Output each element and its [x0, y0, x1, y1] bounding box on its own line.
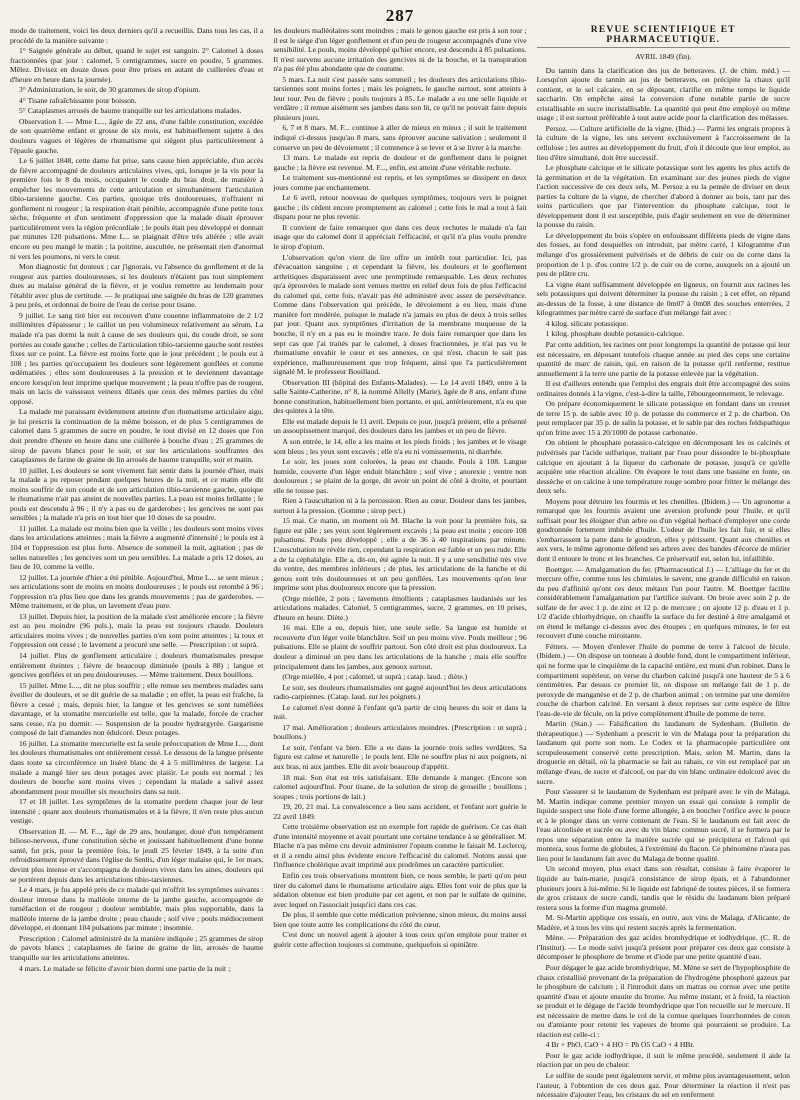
paragraph: 5° Cataplasmes arrosés de baume tranquille sur les articulations malades.	[19, 106, 242, 116]
paragraph: 9 juillet. Le sang tiré hier est recouvert d'une couenne inflammatoire de 2 1/2 millimètres d'épaisseur ; le caillot un peu volumineux relativement au sérum. La malade n'a pas dormi la nuit à cause de ses douleurs qui, du coude droit, se sont portées au coude gauche ; celles de l'articulation tibio-tarsienne gauche sont restées fixes sur ce point. La fièvre est moins forte que le jour précédent ; le pouls est à 108 ; les parties qu'occupaient les douleurs sont légèrement gonflées et comme œdématiées ; elles sont douloureuses à la pression et le deviennent davantage encore lorsqu'on leur imprime quelque mouvement ; la peau n'offre pas de rougeur, mais un lacis de vaisseaux veineux dilatés que ceux des mêmes parties du côté opposé.	[10, 310, 264, 406]
paragraph: 14 juillet. Plus de gonflement articulaire ; douleurs rhumatismales presque entièrement éteintes ; fièvre de beaucoup diminuée (pouls à 88) ; langue et gencives gonflées et un peu douloureuses. — Même traitement. Deux bouillons.	[10, 651, 264, 680]
paragraph: 11 juillet. La malade est moins bien que la veille ; les douleurs sont moins vives dans les articulations atteintes ; mais la fièvre a augmenté d'intensité ; le pouls est à 104 et l'oppression est plus forte. Absence de sommeil la nuit, agitation ; pas de selles naturelles ; les gencives sont un peu sensibles. La malade a pris 12 doses, au lieu de 10, comme la veille.	[10, 523, 264, 572]
paragraph: La vigne étant suffisamment développée en ligneux, on fournit aux racines les sels potassiques qui doivent déterminer la pousse du raisin ; à cet effet, on répand au-dessus de la fosse, à une distance de 0m07 à 0m08 des souches enterrées, 2 kilogrammes par mètre carré de surface d'un mélange fait avec :	[536, 279, 790, 318]
paragraph: Pour le gaz acide iodhydrique, il suit le même procédé, seulement il aide la réaction par un peu de chaleur.	[536, 1050, 790, 1070]
paragraph: Martin (Stan.) — Falsification du laudanum de Sydenham. (Bulletin de thérapeutique.) — Sydenham a prescrit le vin de Malaga pour la préparation du laudanum qui porte son nom. Le Codex et la pharmacopée particulière ont scrupuleusement conservé cette prescription. Mais, selon M. Martin, dans la droguerie en détail, où la pharmacie se fait au rabais, ce vin est remplacé par un mélange d'eau, de sucre et d'alcool, ou par du vin blanc ordinaire édulcoré avec du sucre.	[536, 719, 790, 786]
paragraph: Le développement du bois s'opère en enfouissant différens pieds de vigne dans des fosses, au fond desquelles on introduit, par mètre carré, 1 kilogramme d'un mélange d'os grossièrement pulvérisés et de débris de cuir ou de corne dans la proportion de 1 p. d'os contre 1/2 p. de cuir ou de corne, auxquels on a ajouté un peu de plâtre cru.	[536, 230, 790, 279]
paragraph: Un second moyen, plus exact dans son résultat, consiste à faire évaporer le liquide au bain-marie, jusqu'à consistance de sirop épais, et à l'abandonner plusieurs jours à lui-même. Si le liquide est fabriqué de toutes pièces, il se formera de gros cristaux de sucre candi, tandis que le résidu du laudanum bien préparé restera sous la forme d'un magma grumelé.	[536, 864, 790, 912]
paragraph: (Orge miellée, 4 pot ; calomel, ut suprà ; catap. laud. ; diète.)	[282, 672, 468, 682]
paragraph: Observation I. — Mme L..., âgée de 22 ans, d'une faible constitution, excédée de son quatrième enfant et grosse de six mois, est habituellement sujette à des douleurs vagues et légères de rhumatisme qui siégent plus particulièrement à l'épaule gauche.	[10, 116, 264, 155]
paragraph: 12 juillet. La journée d'hier a été pénible. Aujourd'hui, Mme L... se sent mieux ; ses articulations sont de moins en moins douloureuses ; le pouls est retombé à 96 ; l'oppression n'a plus lieu que dans les grands mouvements ; pas de garderobes. — Même traitement, et de plus, un lavement d'eau pure.	[10, 572, 264, 611]
section-rule	[537, 47, 790, 48]
paragraph: Le phosphate calcique et le silicate potassique sont les agents les plus actifs de la germination et de la végétation. En examinant sur des jeunes pieds de vigne l'action successive de ces deux sels, M. Persoz a eu la pensée de diviser en deux parties la culture de la vigne, de chercher d'abord à donner au bois, tant par des soins particuliers que par l'intervention du phosphate calcique, tout le développement dont il est susceptible, puis d'agir seulement en vue de déterminer la pousse du raisin.	[536, 163, 790, 230]
column-right	[536, 25, 790, 1100]
paragraph: 10 juillet. Les douleurs se sont vivement fait sentir dans la journée d'hier, mais la malade a pu reposer pendant quelques heures de la nuit, et ce matin elle dit moins souffrir de son coude et de son articulation tibio-tarsienne gauche, quoique le rhumatisme n'ait pas atteint de nouvelles parties. La peau est moins brûlante ; le pouls est descendu à 96 ; il n'y a pas eu de garderobes ; les gencives ne sont pas sensibles ; la malade n'a pris en tout hier que 10 doses de sa poudre.	[10, 465, 264, 523]
paragraph: Le 6 avril, retour nouveau de quelques symptômes, toujours vers le poignet gauche ; ils cèdent encore promptement au calomel ; cette fois le mal a tout à fait disparu pour ne plus revenir.	[273, 193, 527, 222]
column-left	[10, 26, 263, 1088]
paragraph: 13 juillet. Depuis hier, la position de la malade s'est améliorée encore ; la fièvre est au peu moindre (96 puls.), mais la peau est toujours chaude. Douleurs articulaires moins vives ; de nouvelles parties n'en sont point atteintes ; la toux et l'oppression ont cessé ; le lavement a procuré une selle. — Prescription : ut suprà.	[10, 611, 264, 650]
section-title: REVUE SCIENTIFIQUE ET PHARMACEUTIQUE.	[590, 25, 736, 45]
paragraph: Observation III (hôpital des Enfants-Malades). — Le 14 avril 1849, entre à la salle Sainte-Catherine, n° 8, la nommé Allelly (Marie), âgée de 8 ans, enfant d'une bonne constitution, habituellement bien portante, et qui, antérieurement, n'a eu que des quintes à la tête.	[273, 377, 527, 416]
paragraph: Par cette addition, les racines ont pour longtemps la quantité de potasse qui leur est nécessaire, en déposant toutefois chaque année au pied des ceps une certaine quantité de marc de raisin, qui, en raison de la potasse qu'il renferme, restitue annuellement à la terre une partie de la potasse enlevée par la végétation.	[536, 339, 790, 378]
paragraph: Pour dégager le gaz acide bromhydrique, M. Mène se sert de l'hypophosphite de chaux cristallisé provenant de la préparation de l'hydrogène phosphoré gazeux par le phosphure de calcium ; il l'introduit dans un matras ou cornue avec une petite quantité d'eau et ajoute ensuite du brome. Au même instant, et à froid, la réaction se produit et le dégage de l'acide bromhydrique que l'on recueille sur le mercure. Il est nécessaire de mettre dans le col de la cornue quelques fourchonnées de coton ou d'amiante pour retenir les vapeurs de brome qui pourraient se produire. La réaction est celle-ci :	[536, 962, 790, 1039]
paragraph: 17 et 18 juillet. Les symptômes de la stomatite perdent chaque jour de leur intensité ; quant aux douleurs rhumatismales et à la fièvre, il n'en reste plus aucun vestige.	[10, 797, 264, 826]
paragraph: Le 4 mars, je fus appelé près de ce malade qui m'offrit les symptômes suivants : douleur intense dans la malléole interne de la jambe gauche, accompagnée de tuméfaction et de rougeur ; douleur semblable, mais plus supportable, dans la malléole interne de la jambe droite ; peau chaude ; soif vive ; pouls médiocrement développé, et donnant 104 pulsations par minute ; insomnie.	[10, 885, 264, 933]
paragraph: 16 juillet. La stomatite mercurielle est la seule préoccupation de Mme L..., dont les douleurs rhumatismales ont entièrement cessé. Le dessous de la langue présente dans toute sa circonférence un liséré blanc de 4 à 5 millimètres de largeur. La malade a mangé hier ses deux potages avec plaisir. Le pouls est normal ; les douleurs de bouche sont moins vives ; cependant la malade a salivé assez abondamment pour mouiller six mouchoirs dans sa nuit.	[10, 738, 264, 796]
paragraph: 15 mai. Ce matin, un moment où M. Blache la voit pour la première fois, sa figure est pâle ; ses yeux sont légèrement excavés ; la peau est moite ; encore 108 pulsations. Pouls peu développé ; elle a de 36 à 40 inspirations par minute. L'auscultation ne révèle rien, cependant la respiration est faible et un peu rude. Elle a de la céphalalgie. Elle a, dit-on, été agitée la nuit. Il y a une sensibilité très vive du ventre, des membres inférieurs ; de plus, les articulations de la hanche et du genou sont très douloureuses et un peu gonflées. Les mouvements qu'on leur imprime sont plus douloureux encore que la pression.	[273, 516, 527, 593]
paragraph: M. St-Martin applique ces essais, en outre, aux vins de Malaga, d'Alicante, de Madère, et à tous les vins qui restent sucrés après la fermentation.	[536, 913, 790, 932]
paragraph: Persoz. — Culture artificielle de la vigne. (Ibid.) — Parmi les engrais propres à la culture de la vigne, les uns servent exclusivement à l'accroissement de la cellulose ; les autres au développement du fruit, d'où il découle que leur emploi, au lieu d'être simultané, doit être successif.	[536, 123, 790, 162]
paragraph: Le traitement sus-mentionné est repris, et les symptômes se dissipent en deux jours comme par enchantement.	[273, 173, 527, 192]
paragraph: Mon diagnostic fut douteux ; car j'ignorais, vu l'absence du gonflement et de la rougeur aux parties douloureuses, si les douleurs n'étaient pas tout simplement dues au malaise général de la fièvre, et je voulus remettre au lendemain pour l'établir avec plus de certitude. — Je pratiquai une saignée du bras de 120 grammes à peu près, et ordonnai de boire de l'eau de cerise pour tisane.	[10, 262, 264, 310]
section-subtitle: AVRIL 1849 (fin).	[635, 52, 692, 62]
paragraph: 16 mai. Elle a eu, depuis hier, une seule selle. Sa langue est humide et recouverte d'un léger voile blanchâtre. Soif un peu moins vive. Pouls meilleur ; 96 pulsations. Elle se plaint de souffrir partout. Son côté droit est plus douloureux. La douleur a diminué un peu dans les articulations de la hanche ; mais elle souffre principalement dans les jambes, aux genoux surtout.	[273, 623, 527, 671]
paragraph: mode de traitement, voici les deux derniers qu'il a recueillis. Dans tous les cas, il a procédé de la manière suivante :	[10, 26, 264, 45]
paragraph: 18 mai. Son état est très satisfaisant. Elle demande à manger. (Encore son calomel aujourd'hui. Pour tisane, de la solution de sirop de groseille ; bouillons ; soupes ; trois portions de lait.)	[273, 772, 527, 801]
paragraph: Il convient de faire remarquer que dans ces deux rechutes le malade n'a fait usage que du calomel dont il appréciait l'efficacité, et qu'il n'a plus voulu prendre le sirop d'opium.	[273, 222, 527, 252]
paragraph: Moyens pour détruire les fourmis et les chenilles. (Ibidem.) — Un agronome a remarqué que les fourmis avaient une aversion profonde pour l'huile, et qu'il suffisait pour les éloigner d'un arbre ou d'un végétal herbacé d'employer une corde goudronnée fortement imbibée d'huile. L'odeur de l'huile les fait fuir, et si elles s'embarrassent la patte dans le goudron, elles y périssent. Quant aux chenilles et aux vers, le même agronome défend ses arbres avec des bandes d'écorce de mûrier dont il entoure le tronc et les branches. Ce préservatif est, selon lui, infaillible.	[536, 496, 790, 563]
paragraph: On obtient le phosphate potassico-calcique en décomposant les os calcinés et pulvérisés par l'acide sulfurique, traitant par l'eau pour dissoudre le bi-phosphate calcique en ajoutant à la liqueur du carbonate de potasse, jusqu'à ce qu'elle acquière une réaction alcaline. On évapore le tout dans une bassine en fonte, on dessèche et on calcine à une température rouge sombre pour fritter le mélange des deux sels.	[536, 438, 790, 496]
paragraph: les douleurs malléolaires sont moindres ; mais le genou gauche est pris à son tour ; il est le siége d'un léger gonflement et d'un peu de rougeur accompagnés d'une vive sensibilité. Le pouls, moins développé qu'hier encore, est descendu à 85 pulsations. Il n'est survenu aucune irritation des gencives ni de la bouche, et la transpiration n'a pas été plus abondante que de coutume.	[273, 26, 527, 74]
paragraph: Il est d'ailleurs entendu que l'emploi des engrais doit être accompagné des soins ordinaires donnés à la vigne, c'est-à-dire la taille, l'ébourgeonnement, le relevage.	[536, 379, 790, 398]
column-middle	[273, 26, 526, 1088]
paragraph: L'observation qu'on vient de lire offre un intérêt tout particulier. Ici, pas d'évacuation sanguine ; et cependant la fièvre, les douleurs et le gonflement arthritiques disparaissent avec une promptitude remarquable. Les deux rechutes qu'a éprouvées le malade sont venues mettre en relief deux fois de plus l'efficacité du calomel qui, cette fois, n'avait pas été administré avec assez de persévérance. Comme dans l'observation qui précède, le dévoiement a eu lieu, mais d'une manière fort modérée, puisque le malade n'a jamais eu plus de deux à trois selles par jour. Quant aux symptômes d'irritation de la membrane muqueuse de la bouche, il n'y en a pas eu le moindre trace. Je dois faire remarquer que dans les sept cas que j'ai traités par le calomel, à doses fractionnées, je n'ai pas vu le rhumatisme envahir le cœur et ses annexes, ce qui n'est, chacun le sait pas expérience, malheureusement que trop fréquent, ainsi que l'a particulièrement signalé M. le professeur Bouillaud.	[273, 252, 527, 377]
paragraph: 4° Tisane rafraîchissante pour boisson.	[19, 95, 137, 105]
paragraph: Elle est malade depuis le 11 avril. Depuis ce jour, jusqu'à présent, elle a présenté un assoupissement marqué, des douleurs dans les jambes et un peu de fièvre.	[273, 416, 527, 436]
paragraph: (Orge miellée, 2 pots ; lavements émollients ; cataplasmes laudanisés sur les articulations malades. Calomel, 5 centigrammes, sucre, 2 grammes, en 10 prises, d'heure en heure. Diète.)	[273, 593, 527, 622]
paragraph: Le soir, les joues sont colorées, la peau est chaude. Pouls à 108. Langue humide, couverte d'un léger enduit blanchâtre ; soif vive ; anorexie ; ventre non douloureux ; se plaint de la gorge, dit avoir un point de côté à droite, et pourtant elle ne tousse pas.	[273, 457, 527, 495]
paragraph: Fétters. — Moyen d'enlever l'huile de pomme de terre à l'alcool de fécule. (Ibidem.) — On dispose un tonneau à double fond, dont le compartiment inférieur, qui ne forme que le cinquième de la capacité entière, est muni d'un robinet. Dans le compartiment supérieur, on verse du charbon calciné jusqu'à une hauteur de 5 à 6 centimètres. Par dessus ce premier lit, on dispose un mélange fait de 1 p. de peroxyde de manganèse et de 2 p. de charbon animal ; on termine par une dernière couche de charbon calciné. En versant à deux reprises sur cette espèce de filtre l'eau-de-vie de fécule, on la prive complètement d'huile de pomme de terre.	[536, 641, 790, 718]
paragraph: 4 mars. Le malade se félicite d'avoir bien dormi une partie de la nuit ;	[19, 963, 231, 973]
paragraph: De plus, il semble que cette médication prévienne, sinon mieux, du moins aussi bien que toute autre les complications du côté du cœur.	[273, 910, 527, 929]
paragraph: On prépare économiquement le silicate potassique en fondant dans un creuset de terre 15 p. de sable avec 10 p. de potasse du commerce et 2 p. de charbon. On peut remplacer par 35 p. de salin la potasse, et le sable par des roches feldspathique qu'on fritte avec 15 à 20/1000 de potasse carbonatée.	[536, 399, 790, 437]
page-number: 287	[385, 6, 415, 25]
paragraph: Le calomel n'est donné à l'enfant qu'à partir de cinq heures du soir et dans la nuit.	[273, 702, 527, 722]
paragraph: Enfin ces trois observations montrent bien, ce nous semble, le parti qu'on peut tirer du calomel dans le rhumatisme articulaire aigu. Elles font voir de plus que la sédation obtenue est bien produite par cet agent, et non par le sulfate de quinine, avec lequel on l'associait jusqu'ici dans ces cas.	[273, 871, 527, 909]
paragraph: Prescription : Calomel administré de la manière indiquée ; 25 grammes de sirop de pavots blancs ; cataplasmes de farine de graine de lin, arrosés de baume tranquille sur les articulations atteintes.	[10, 933, 264, 962]
paragraph: 3° Administration, le soir, de 30 grammes de sirop d'opium.	[19, 85, 201, 95]
paragraph: Mène. — Préparation des gaz acides bromhydrique et iodhydrique. (C. R. de l'Institut). — Le mode suivi jusqu'à présent pour préparer ces deux gaz consiste à décomposer le phosphore de brome et d'iode par une petite quantité d'eau.	[536, 933, 790, 962]
paragraph: Le 6 juillet 1848, cette dame fut prise, sans cause bien appréciable, d'un accès de fièvre accompagné de douleurs articulaires vives, qui, lorsque je la vis pour la première fois le 8 du mois, occupaient le coude du bras droit, de manière à empêcher les mouvements de cette articulation et simultanément l'articulation tibio-tarsienne gauche. Ces parties, quoique très douloureuses, n'offraient ni gonflement ni rougeur ; la respiration était pénible, accompagnée d'une petite toux sèche, fréquente et d'un sentiment d'oppression que la malade disait éprouver particulièrement vers la région précordiale ; le pouls était peu développé et donnait par minutes 120 pulsations. Mme L... se plaignait d'être très altérée ; elle avait encore eu peu mangé le matin ; la poitrine, auscultée, ne présentait rien d'anormal ni vers les poumons, ni vers le cœur.	[10, 156, 264, 261]
paragraph: Cette troisième observation est un exemple fort rapide de guérison. Ce cas était d'une intensité moyenne et avait pourtant une certaine tendance à se généraliser. M. Blache n'a pas même cru devoir administrer l'opium comme le faisait M. Leclercq, et il a rendu ainsi plus évidente encore l'efficacité du calomel. Notons aussi que l'influence cholérique avait imprimé aux prodrômes un caractère particulier.	[273, 822, 527, 870]
paragraph: 1 kilog. phosphate double potassico-calcique.	[545, 329, 684, 339]
paragraph: Le sulfite de soude peut également servir, et même plus avantageusement, selon l'auteur, à l'obtention de ces deux gaz. Pour déterminer la réaction il n'est pas nécessaire d'ajouter l'eau, les cristaux du sel en renferment	[536, 1070, 790, 1100]
paragraph: Le soir, ses douleurs rhumatismales ont gagné aujourd'hui les deux articulations radio-carpiennes. (Catap. laud. sur les poignets.)	[273, 682, 527, 702]
paragraph: 1° Saignée générale au début, quand le sujet est sanguin. 2° Calomel à doses fractionnées (par jour : calomel, 5 centigrammes, sucre en poudre, 5 grammes. Mêlez. Divisez en douze doses pour être prises en autant de cuillerées d'eau et d'heure en heure dans la journée).	[10, 46, 264, 84]
paragraph: 19, 20, 21 mai. La convalescence a lieu sans accident, et l'enfant sort guérie le 22 avril 1849.	[273, 802, 527, 821]
paragraph: 17 mai. Amélioration ; douleurs articulaires moindres. (Prescription : ut suprà ; bouillons.)	[273, 722, 527, 742]
paragraph: C'est donc un nouvel agent à ajouter à tous ceux qu'on emploie pour traiter et guérir cette affection toujours si commune, quelquefois si opiniâtre.	[273, 930, 527, 949]
paragraph: 4 Br + PhO, CaO + 4 HO = Ph O5 CaO + 4 HBr.	[545, 1040, 695, 1050]
paragraph: La malade me paraissant évidemment atteinte d'un rhumatisme articulaire aigu, je lui prescris la continuation de la même boisson, et de plus 5 centigrammes de calomel dans 5 grammes de sucre en poudre, le tout divisé en 12 doses que l'on doit prendre d'heure en heure dans une cuillerée à bouche d'eau ; 25 grammes de sirop de pavots blancs pour le soir, et sur les articulations souffrantes des cataplasmes de farine de graine de lin arrosés de baume tranquille, soir et matin.	[10, 407, 264, 465]
paragraph: A son entrée, le 14, elle a les mains et les pieds froids ; les jambes et le visage sont bleus ; les yeux sont excavés ; elle n'a eu ni vomissements, ni diarrhée.	[273, 436, 527, 456]
paragraph: 4 kilog. silicate potassique.	[545, 318, 629, 328]
text-columns	[10, 25, 790, 1100]
paragraph: 6, 7 et 8 mars. M. F... continue à aller de mieux en mieux ; il suit le traitement indiqué ci-dessus jusqu'au 8 mars, sans éprouver aucune salivation ; seulement il conserve un peu de dévoiement ; il commence à se lever et à se livrer à la marche.	[273, 123, 527, 152]
paragraph: 15 juillet. Mme L..., dit ne plus souffrir ; elle remue ses membres malades sans éveiller de douleurs, et se dit guérie de sa maladie ; en effet, la peau est fraîche, la fièvre a cessé ; mais, depuis hier, la langue et les gencives se sont tuméfiées davantage, et la stomatite mercurielle est telle, que la malade, forcée de cracher sans cesse, n'a pu dormir. — Suspension de la poudre hydrargyrée. Gargarisme composé de lait d'amandes non édulcoré. Deux potages.	[10, 680, 264, 738]
paragraph: Pour s'assurer si le laudanum de Sydenham est préparé avec le vin de Malaga, M. Martin indique comme premier moyen un essai qui consiste à remplir de liquide suspect une fiole d'une forme allongée, à en boucher l'orifice avec le pouce et à le plonger dans un verre contenant de l'eau. Si le laudanum est fait avec de l'eau alcoolisée et sucrée ou avec du vin blanc commun sucré, il se formera par le repos une séparation entre la matière sucrée qui se précipitera et l'alcool qui montera, sous forme de globules, à l'extrémité du flacon. Ce phénomène n'aura pas lieu pour le laudanum fait avec du Malaga de bonne qualité.	[536, 787, 790, 863]
paragraph: Rien à l'auscultation ni à la percussion. Rien au cœur. Douleur dans les jambes, surtout à la pression. (Gomme ; sirop pect.)	[273, 496, 527, 515]
paragraph: 5 mars. La nuit s'est passée sans sommeil ; les douleurs des articulations tibio-tarsiennes sont moins fortes ; mais les poignets, le gauche surtout, sont atteints à leur tour. Peu de fièvre ; pouls toujours à 85. Le malade a eu une selle liquide et verdâtre ; il remue aisément ses jambes dans son lit, ce qu'il ne pouvait faire depuis plusieurs jours.	[273, 74, 527, 122]
paragraph: Le soir, l'enfant va bien. Elle a eu dans la journée trois selles verdâtres. Sa figure est calme et naturelle ; le pouls lent. Elle ne souffre plus ni aux poignets, ni aux bras, ni aux jambes. Elle dit avoir beaucoup d'appétit.	[273, 742, 527, 772]
paragraph: 13 mars. Le malade est repris de douleur et de gonflement dans le poignet gauche ; la fièvre est revenue. M. F..., enfin, est atteint d'une véritable rechute.	[273, 153, 527, 172]
paragraph: Boettger. — Amalgamation du fer. (Pharmaceutical J.) — L'alliage du fer et du mercure offre, comme tous les chimistes le savent, une grande difficulté en raison du peu d'affinité qu'ont ces deux métaux l'un pour l'autre. M. Boettger facilite considérablement l'amalgamation par l'artifice suivant. On broie avec soin 2 p. de sulfate de fer avec 1 p. de zinc et 12 p. de mercure ; on ajoute 12 p. d'eau et 1 p. 1/2 d'acide chlorhydrique, on chauffe la surface du fer destiné à être amalgamé et on étend le mélange ci-dessus avec des étoupes ; en quelques minutes, le fer est recouvert d'une couche miroitante.	[536, 564, 790, 641]
paragraph: Observation II. — M. F..., âgé de 29 ans, boulanger, doué d'un tempérament bilioso-nerveux, d'une constitution sèche et jouissant habituellement d'une bonne santé, fut pris, pour la première fois, le jeudi 25 février 1849, à la suite d'un refroidissement éprouvé dans l'église de Senlis, d'un léger malaise qui, le 1er mars, devint plus intense et s'accompagna de douleurs vives dans les aines, douleurs qui se portèrent depuis dans les articulations tibio-tarsiennes.	[10, 826, 264, 884]
paragraph: Du tannin dans la clarification des jus de betteraves. (J. de chim. méd.) — Lorsqu'on ajoute du tannin au jus de betteraves, on précipite la chaux qu'il contient, et le sel calcaire, en se déposant, clarifie en même temps le liquide saccharin. On empêche ainsi la conversion d'une notable partie de sucre cristallisable en sucre incristallisable. La quantité qui peut être employé ou même usage ; il est surtout préférable à tout autre acide pour la clarification des mélasses.	[536, 65, 790, 123]
